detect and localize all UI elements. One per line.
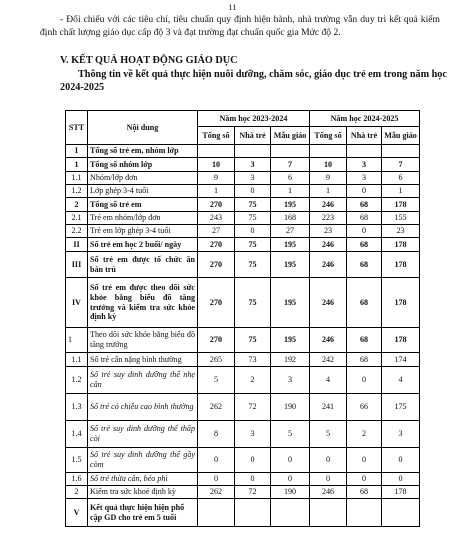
row-value: 0	[198, 473, 235, 486]
table-row	[66, 473, 420, 486]
row-value: 0	[382, 473, 420, 486]
row-stt: 1.2	[66, 185, 88, 198]
row-value: 0	[347, 473, 382, 486]
row-content: Lớp ghép 3-4 tuổi	[88, 185, 198, 198]
row-value: 10	[198, 158, 235, 172]
row-value	[198, 145, 235, 158]
row-value: 75	[235, 212, 271, 225]
row-value: 178	[382, 278, 420, 328]
row-value: 270	[198, 238, 235, 252]
page-number: 11	[228, 2, 237, 12]
row-content: Số trẻ suy dinh dưỡng thể nhẹ cân	[88, 367, 198, 394]
intro-text: - Đối chiếu với các tiêu chí, tiêu chuẩn quy định hiện hành, nhà trường vẫn duy trì kết quả kiểm định chất lượng giáo dục cấp độ 3 và đạt trường đạt chuẩn quốc gia Mức độ 2.	[40, 14, 440, 38]
table-row	[66, 486, 420, 499]
row-value: 0	[310, 473, 347, 486]
row-content: Tổng số trẻ em	[88, 198, 198, 212]
row-value: 72	[235, 486, 271, 499]
row-value	[347, 145, 382, 158]
row-stt: 1.1	[66, 353, 88, 367]
table-row	[66, 238, 420, 252]
row-value: 5	[198, 367, 235, 394]
row-value: 75	[235, 252, 271, 278]
row-value: 0	[235, 473, 271, 486]
row-value: 2	[347, 421, 382, 448]
row-value: 3	[382, 421, 420, 448]
row-stt: II	[66, 238, 88, 252]
row-value: 68	[347, 353, 382, 367]
row-content: Số trẻ cân nặng bình thường	[88, 353, 198, 367]
row-value: 0	[347, 185, 382, 198]
table-row	[66, 421, 420, 448]
row-value: 178	[382, 328, 420, 353]
row-value: 155	[382, 212, 420, 225]
row-content: Số trẻ có chiều cao bình thường	[88, 394, 198, 421]
section-heading: V. KẾT QUẢ HOẠT ĐỘNG GIÁO DỤC	[60, 55, 238, 66]
row-value: 0	[235, 185, 271, 198]
row-value: 178	[382, 486, 420, 499]
row-stt: V	[66, 499, 88, 527]
table-row	[66, 185, 420, 198]
row-value: 9	[310, 172, 347, 185]
row-value	[347, 499, 382, 527]
row-value: 174	[382, 353, 420, 367]
row-value: 68	[347, 486, 382, 499]
row-value	[382, 145, 420, 158]
table-row	[66, 448, 420, 473]
row-value: 168	[271, 212, 310, 225]
row-value: 195	[271, 278, 310, 328]
row-value: 68	[347, 328, 382, 353]
row-value: 7	[271, 158, 310, 172]
row-stt: 1.5	[66, 448, 88, 473]
row-value: 190	[271, 486, 310, 499]
row-content: Số trẻ em được tổ chức ăn bán trú	[88, 252, 198, 278]
table-title	[60, 68, 450, 94]
row-value: 246	[310, 278, 347, 328]
row-value: 0	[347, 225, 382, 238]
row-value: 246	[310, 328, 347, 353]
row-value: 175	[382, 394, 420, 421]
row-content: Tổng số nhóm lớp	[88, 158, 198, 172]
row-value: 10	[310, 158, 347, 172]
row-value: 262	[198, 486, 235, 499]
row-stt: 1	[66, 328, 88, 353]
row-stt: 2.1	[66, 212, 88, 225]
row-value: 0	[235, 225, 271, 238]
row-value	[271, 499, 310, 527]
row-value: 3	[235, 158, 271, 172]
header-year-2024-2025: Năm học 2024-2025	[310, 111, 420, 127]
row-value	[271, 145, 310, 158]
table-row	[66, 499, 420, 527]
table-row	[66, 328, 420, 353]
row-value: 0	[382, 448, 420, 473]
row-value: 195	[271, 328, 310, 353]
row-value: 2	[235, 367, 271, 394]
row-value: 270	[198, 328, 235, 353]
row-value: 265	[198, 353, 235, 367]
row-stt: 2	[66, 198, 88, 212]
table-row	[66, 278, 420, 328]
row-content: Số trẻ thừa cân, béo phì	[88, 473, 198, 486]
row-value	[310, 499, 347, 527]
table-row	[66, 145, 420, 158]
row-value: 178	[382, 238, 420, 252]
row-stt: IV	[66, 278, 88, 328]
row-value: 246	[310, 252, 347, 278]
row-value: 3	[347, 172, 382, 185]
row-value: 72	[235, 394, 271, 421]
row-value: 195	[271, 198, 310, 212]
row-value: 9	[198, 172, 235, 185]
row-value: 6	[382, 172, 420, 185]
row-value: 66	[347, 394, 382, 421]
row-value: 1	[382, 185, 420, 198]
table-row	[66, 353, 420, 367]
row-value	[235, 145, 271, 158]
row-value: 0	[310, 448, 347, 473]
row-value: 195	[271, 252, 310, 278]
row-value: 178	[382, 252, 420, 278]
header-year-2023-2024: Năm học 2023-2024	[198, 111, 310, 127]
row-value	[382, 499, 420, 527]
table-row	[66, 394, 420, 421]
row-value: 270	[198, 252, 235, 278]
subheader-total: Tổng số	[310, 127, 347, 145]
row-value: 0	[271, 473, 310, 486]
subheader-kindergarten: Mẫu giáo	[271, 127, 310, 145]
row-stt: 1.1	[66, 172, 88, 185]
row-value	[235, 499, 271, 527]
row-stt: 2.2	[66, 225, 88, 238]
row-value: 3	[347, 158, 382, 172]
row-value: 243	[198, 212, 235, 225]
intro-paragraph	[40, 14, 440, 39]
table-row	[66, 212, 420, 225]
row-stt: 1.3	[66, 394, 88, 421]
row-value: 4	[382, 367, 420, 394]
row-value: 68	[347, 252, 382, 278]
row-value: 192	[271, 353, 310, 367]
row-content: Số trẻ suy dinh dưỡng thể gầy còm	[88, 448, 198, 473]
row-value: 27	[198, 225, 235, 238]
row-content: Số trẻ suy dinh dưỡng thể thấp còi	[88, 421, 198, 448]
table-row	[66, 172, 420, 185]
row-value: 0	[235, 448, 271, 473]
row-stt: 1.2	[66, 367, 88, 394]
row-value: 68	[347, 238, 382, 252]
row-value: 1	[198, 185, 235, 198]
row-value: 246	[310, 486, 347, 499]
row-value: 195	[271, 238, 310, 252]
row-value: 4	[310, 367, 347, 394]
row-content: Số trẻ em được theo dõi sức khỏe bằng biểu đồ tăng trưởng và kiểm tra sức khỏe định kỳ	[88, 278, 198, 328]
row-value: 27	[271, 225, 310, 238]
row-value: 223	[310, 212, 347, 225]
row-value: 270	[198, 198, 235, 212]
row-value: 68	[347, 212, 382, 225]
table-row	[66, 158, 420, 172]
row-content: Nhóm/lớp đơn	[88, 172, 198, 185]
table-row	[66, 367, 420, 394]
row-value: 68	[347, 198, 382, 212]
subheader-nursery: Nhà trẻ	[235, 127, 271, 145]
row-value: 75	[235, 328, 271, 353]
row-value: 8	[198, 421, 235, 448]
header-stt: STT	[66, 111, 88, 145]
table-title-text: Thông tin về kết quả thực hiện nuôi dưỡng, chăm sóc, giáo dục trẻ em trong năm học 2024-2025	[60, 69, 447, 93]
row-value: 5	[271, 421, 310, 448]
table-row	[66, 225, 420, 238]
row-value: 262	[198, 394, 235, 421]
subheader-nursery: Nhà trẻ	[347, 127, 382, 145]
row-value: 190	[271, 394, 310, 421]
row-value: 23	[310, 225, 347, 238]
row-value: 3	[271, 367, 310, 394]
row-value: 75	[235, 238, 271, 252]
row-stt: I	[66, 145, 88, 158]
row-content: Theo dõi sức khỏe bằng biểu đồ tăng trưởng	[88, 328, 198, 353]
row-value: 75	[235, 278, 271, 328]
row-value: 23	[382, 225, 420, 238]
row-value: 68	[347, 278, 382, 328]
row-value: 7	[382, 158, 420, 172]
row-stt: 1.4	[66, 421, 88, 448]
subheader-kindergarten: Mẫu giáo	[382, 127, 420, 145]
row-value: 178	[382, 198, 420, 212]
row-value: 3	[235, 172, 271, 185]
header-content: Nội dung	[88, 111, 198, 145]
row-content: Trẻ em nhóm/lớp đơn	[88, 212, 198, 225]
row-stt: 1.6	[66, 473, 88, 486]
row-stt: III	[66, 252, 88, 278]
row-value	[198, 499, 235, 527]
row-value: 73	[235, 353, 271, 367]
row-value: 246	[310, 238, 347, 252]
row-value: 0	[347, 367, 382, 394]
results-table	[65, 110, 420, 527]
row-value: 246	[310, 198, 347, 212]
row-content: Số trẻ em học 2 buổi/ ngày	[88, 238, 198, 252]
row-value: 242	[310, 353, 347, 367]
row-value: 6	[271, 172, 310, 185]
row-value: 1	[271, 185, 310, 198]
row-stt: 1	[66, 158, 88, 172]
row-value: 270	[198, 278, 235, 328]
row-content: Tổng số trẻ em, nhóm lớp	[88, 145, 198, 158]
row-content: Kết quả thực hiện hiện phổ cập GD cho trẻ em 5 tuổi	[88, 499, 198, 527]
row-value: 1	[310, 185, 347, 198]
row-content: Trẻ em lớp ghép 3-4 tuổi	[88, 225, 198, 238]
row-value: 0	[347, 448, 382, 473]
subheader-total: Tổng số	[198, 127, 235, 145]
row-stt: 2	[66, 486, 88, 499]
row-value: 3	[235, 421, 271, 448]
table-row	[66, 198, 420, 212]
row-value: 0	[198, 448, 235, 473]
row-value	[310, 145, 347, 158]
row-content: Kiểm tra sức khoẻ định kỳ	[88, 486, 198, 499]
row-value: 0	[271, 448, 310, 473]
row-value: 75	[235, 198, 271, 212]
row-value: 241	[310, 394, 347, 421]
row-value: 5	[310, 421, 347, 448]
table-row	[66, 252, 420, 278]
